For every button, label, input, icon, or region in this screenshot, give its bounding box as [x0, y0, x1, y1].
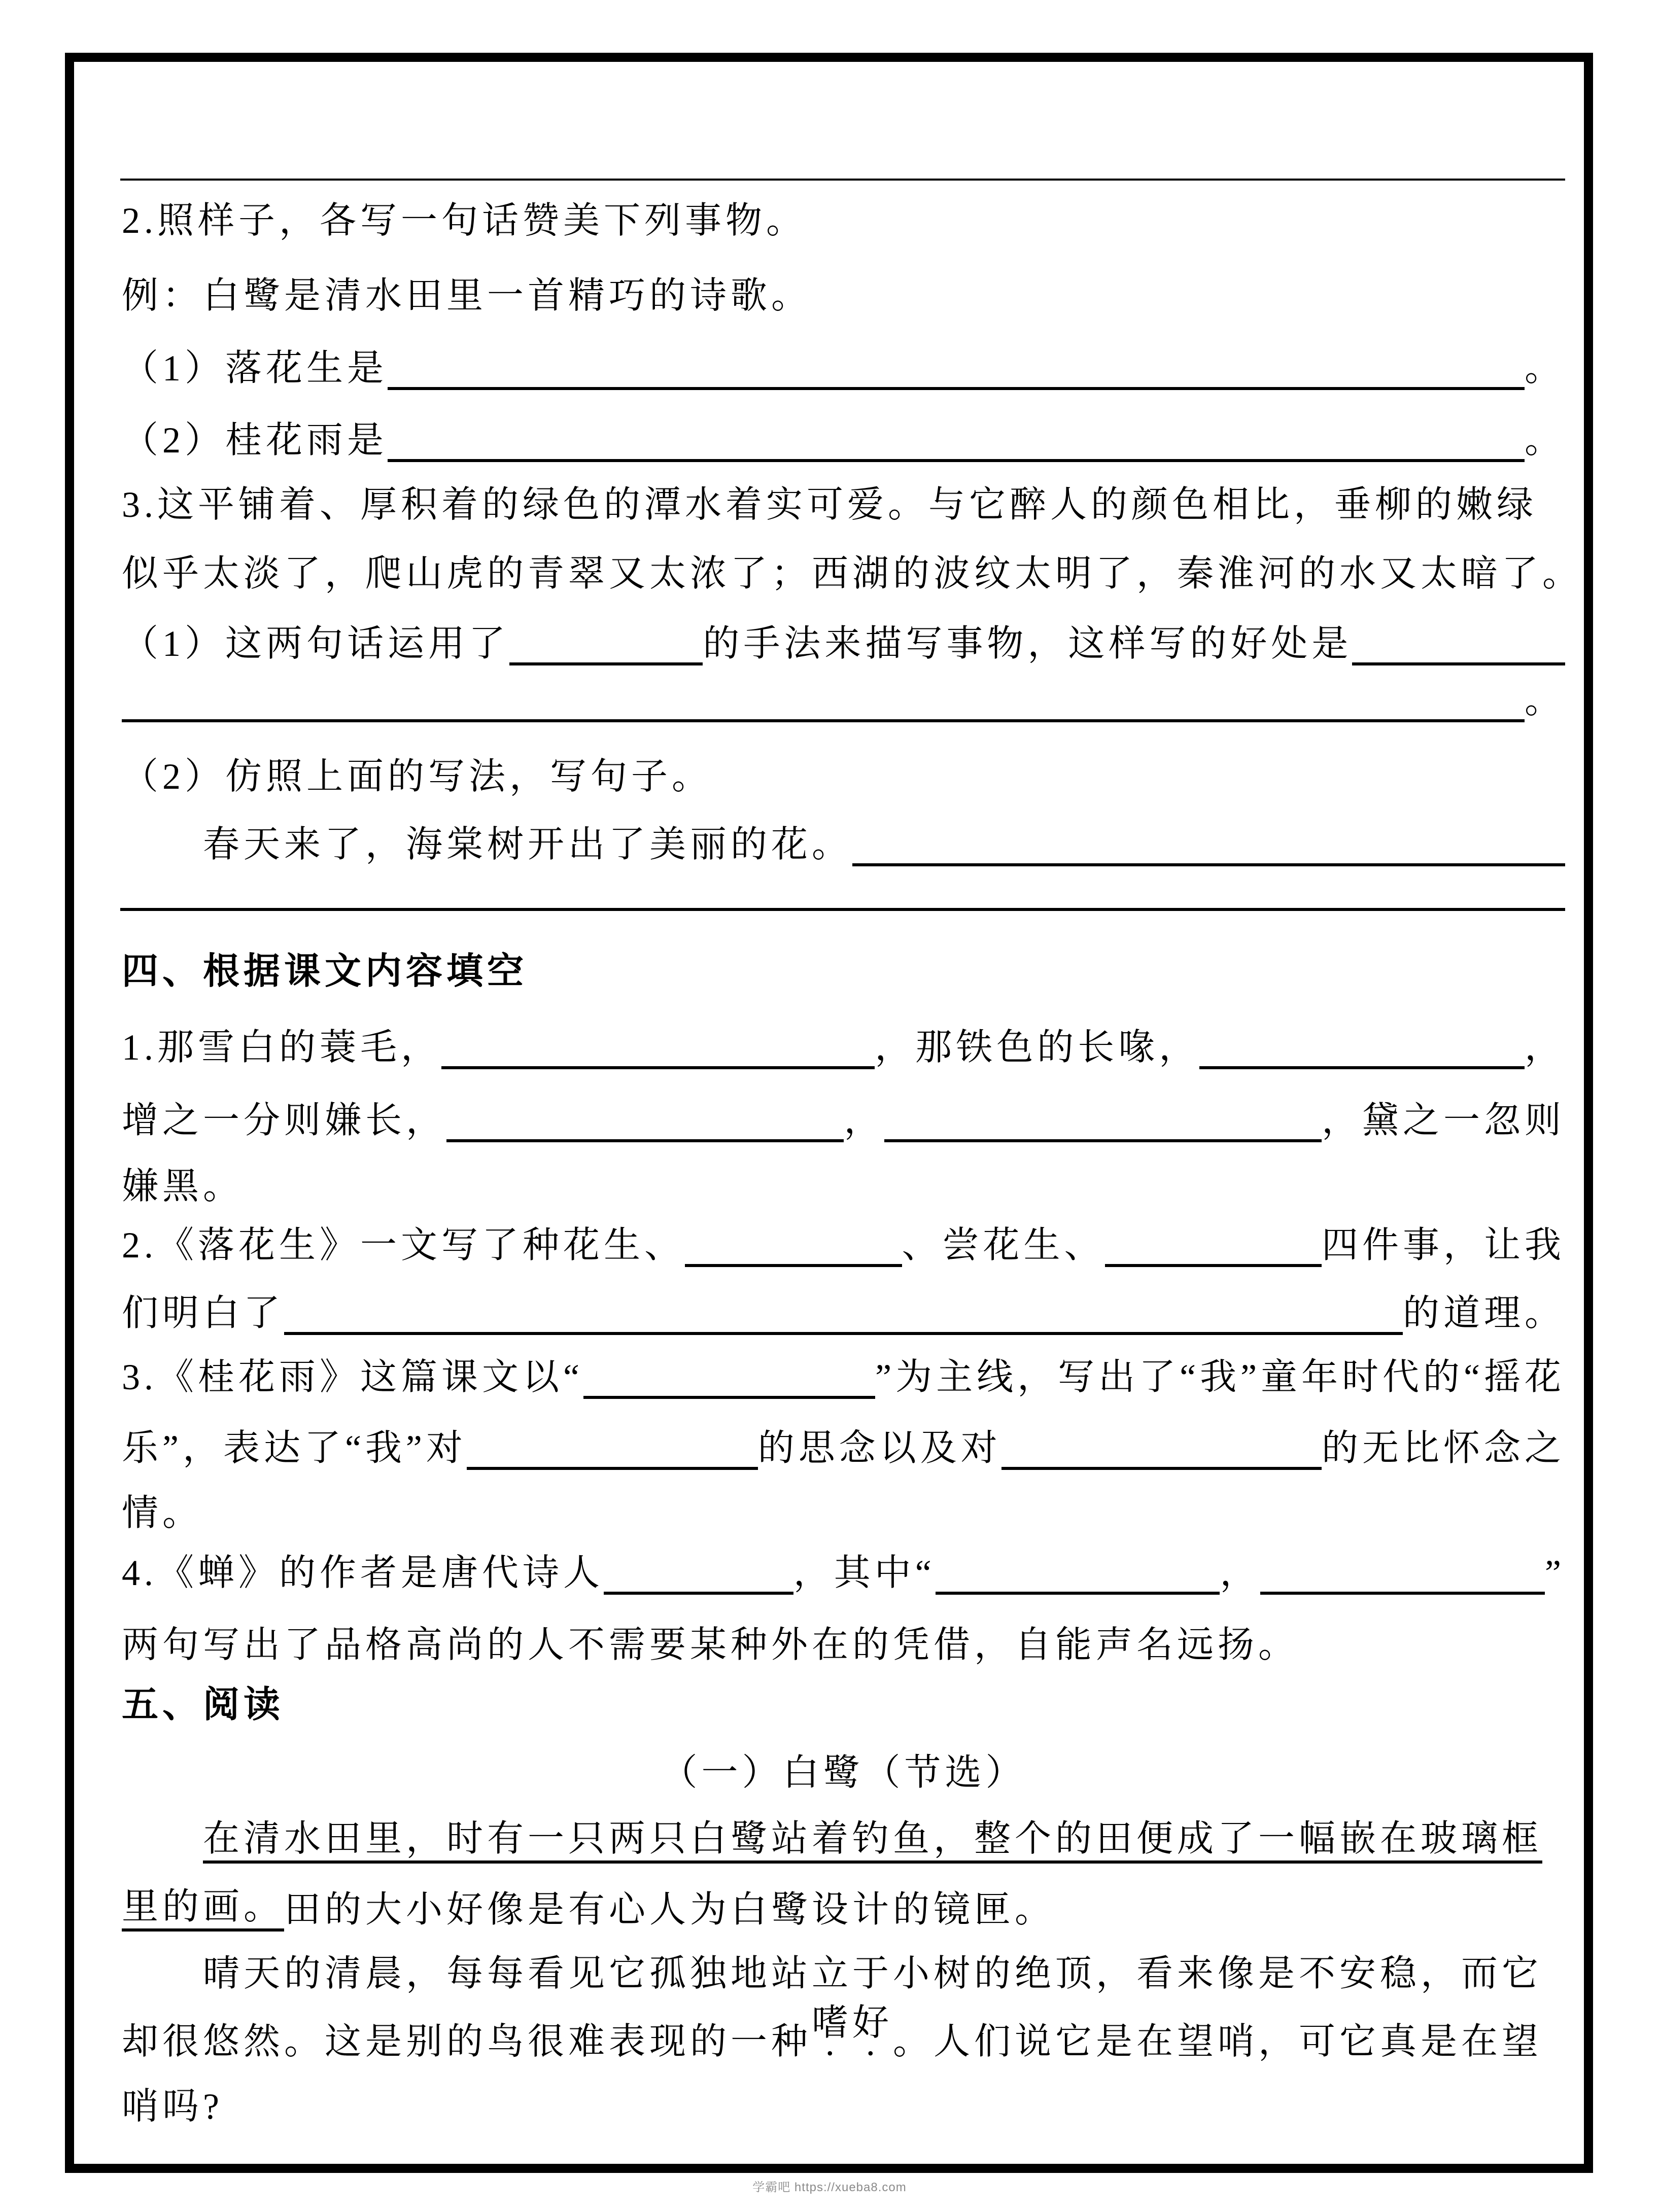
text-run: ”为主线，写出了“我”童年时代的“摇花: [875, 1357, 1565, 1397]
reading-title: [122, 1751, 1565, 1795]
text-run: 的思念以及对: [757, 1428, 1001, 1468]
text-run: 田的大小好像是有心人为白鹭设计的镜匣。: [284, 1889, 1056, 1930]
q3-item-2-answer-line: [120, 908, 1565, 911]
text-run: 四、根据课文内容填空: [122, 951, 528, 992]
fill-in-blank: [441, 1026, 875, 1069]
q2-example: [122, 274, 1565, 318]
text-run: 。: [1524, 348, 1565, 389]
text-run: 四件事，让我: [1322, 1225, 1566, 1266]
fill-in-blank: [284, 1291, 1403, 1335]
text-run: 似乎太淡了，爬山虎的青翠又太浓了；西湖的波纹太明了，秦淮河的水又太暗了。: [122, 553, 1583, 594]
text-run: 们明白了: [122, 1293, 285, 1333]
text-run: 例：白鹭是清水田里一首精巧的诗歌。: [122, 275, 812, 316]
s4-q3-line-3: [122, 1491, 1565, 1535]
s4-q1-line-3: [122, 1165, 1565, 1208]
text-run: 3.《桂花雨》这篇课文以“: [122, 1357, 583, 1397]
fill-in-blank: [446, 1099, 844, 1142]
previous-answer-line: [120, 179, 1565, 181]
text-run: 的无比怀念之: [1321, 1428, 1565, 1468]
reading-para-2-line-3: [122, 2085, 1565, 2128]
q3-item-2: [122, 755, 1565, 798]
text-run: 两句写出了品格高尚的人不需要某种外在的凭借，自能声名远扬。: [122, 1625, 1299, 1665]
text-run: 嫌黑。: [122, 1166, 244, 1207]
section-5-heading: [122, 1683, 1565, 1727]
text-run: ，: [1220, 1553, 1261, 1593]
text-run: （1）这两句话运用了: [122, 623, 510, 664]
text-run: 乐”，表达了“我”对: [122, 1428, 467, 1468]
q3-item-1-answer-line: [122, 679, 1565, 722]
text-run: 嗜好: [812, 2003, 893, 2043]
footer-watermark: 学霸吧 https://xueba8.com: [752, 2181, 907, 2194]
s4-q2-line-2: [122, 1291, 1565, 1335]
text-run: 晴天的清晨，每每看见它孤独地站立于小树的绝顶，看来像是不安稳，而它: [203, 1953, 1543, 1994]
q3-item-2-model-sentence: [122, 823, 1565, 866]
fill-in-blank: [509, 622, 703, 665]
fill-in-blank: [1105, 1223, 1322, 1267]
fill-in-blank: [1199, 1026, 1525, 1069]
q3-item-1: [122, 622, 1565, 665]
section-4-heading: [122, 950, 1565, 993]
text-run: ，: [1524, 1027, 1565, 1068]
text-run: 。人们说它是在望哨，可它真是在望: [893, 2021, 1543, 2062]
s4-q3-line-1: [122, 1355, 1565, 1399]
text-run: 增之一分则嫌长，: [122, 1100, 447, 1141]
fill-in-blank: [884, 1099, 1322, 1142]
s4-q3-line-2: [122, 1426, 1565, 1470]
s4-q1-line-2: [122, 1099, 1565, 1142]
s4-q1-line-1: [122, 1026, 1565, 1069]
text-run: 。: [1524, 420, 1565, 461]
fill-in-blank: [388, 346, 1525, 390]
text-run: 1.那雪白的蓑毛，: [122, 1027, 442, 1068]
text-run: 的道理。: [1402, 1293, 1565, 1333]
text-run: ”: [1545, 1553, 1566, 1593]
text-run: 情。: [122, 1493, 203, 1533]
text-run: 里的画。: [122, 1885, 284, 1932]
text-run: 3.这平铺着、厚积着的绿色的潭水着实可爱。与它醉人的颜色相比，垂柳的嫩绿: [122, 484, 1538, 525]
fill-in-blank: [583, 1355, 875, 1399]
text-run: ，: [844, 1100, 885, 1141]
s4-q2-line-1: [122, 1223, 1565, 1267]
reading-para-2-line-2: [122, 2003, 1565, 2063]
text-run: 。: [1524, 680, 1565, 721]
fill-in-blank: [852, 823, 1565, 866]
text-run: 却很悠然。这是别的鸟很难表现的一种: [122, 2021, 812, 2062]
q3-passage-line-1: [122, 483, 1565, 526]
fill-in-blank: [1352, 622, 1565, 665]
text-run: 在清水田里，时有一只两只白鹭站着钓鱼，整个的田便成了一幅嵌在玻璃框: [203, 1817, 1542, 1864]
text-run: 2.照样子，各写一句话赞美下列事物。: [122, 200, 807, 241]
fill-in-blank: [388, 418, 1525, 462]
text-run: 4.《蝉》的作者是唐代诗人: [122, 1553, 604, 1593]
text-run: （2）仿照上面的写法，写句子。: [122, 756, 713, 797]
text-run: 的手法来描写事物，这样写的好处是: [703, 623, 1353, 664]
q3-passage-line-2: [122, 552, 1583, 595]
text-run: （1）落花生是: [122, 348, 388, 389]
s4-q4-line-1: [122, 1551, 1565, 1595]
fill-in-blank: [685, 1223, 902, 1267]
fill-in-blank: [467, 1426, 758, 1470]
text-run: （一）白鹭（节选）: [661, 1752, 1026, 1793]
fill-in-blank: [936, 1551, 1220, 1595]
text-run: 2.《落花生》一文写了种花生、: [122, 1225, 685, 1266]
s4-q4-line-2: [122, 1623, 1565, 1667]
q2-item-1: [122, 346, 1565, 390]
text-run: 五、阅读: [122, 1684, 285, 1725]
fill-in-blank: [604, 1551, 793, 1595]
text-run: ，其中“: [793, 1553, 936, 1593]
text-run: （2）桂花雨是: [122, 420, 388, 461]
text-run: 哨吗?: [122, 2086, 223, 2127]
text-run: ，那铁色的长喙，: [875, 1027, 1200, 1068]
reading-para-1-line-1: [122, 1820, 1565, 1864]
fill-in-blank: [122, 679, 1525, 722]
fill-in-blank: [1260, 1551, 1545, 1595]
reading-para-2-line-1: [122, 1952, 1565, 1995]
text-run: 春天来了，海棠树开出了美丽的花。: [203, 824, 853, 865]
fill-in-blank: [1001, 1426, 1322, 1470]
q2-prompt: [122, 199, 1565, 242]
q2-item-2: [122, 418, 1565, 462]
text-run: ，黛之一忽则: [1321, 1100, 1565, 1141]
reading-para-1-line-2: [122, 1888, 1565, 1932]
text-run: 、尝花生、: [902, 1225, 1105, 1266]
